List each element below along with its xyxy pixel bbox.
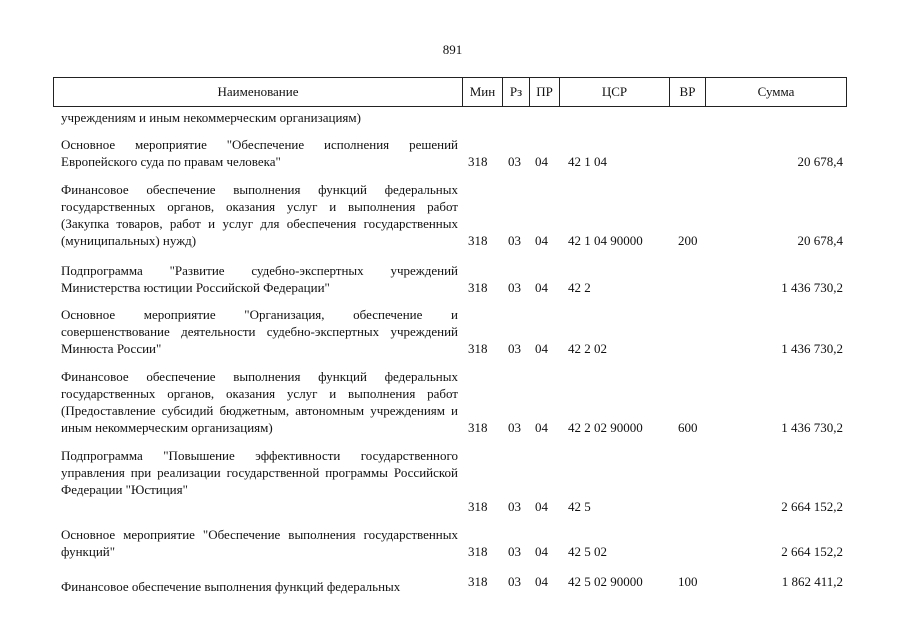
row-name: Подпрограмма "Повышение эффективности государственного управления при реализации государственной программы Российской Федерации "Юстиция"	[61, 448, 458, 497]
page-number: 891	[442, 42, 463, 57]
row-min: 318	[468, 420, 488, 435]
row-pr: 04	[535, 233, 548, 248]
row-vr: 200	[678, 233, 698, 248]
row-min: 318	[468, 280, 488, 295]
row-csr: 42 2 02 90000	[568, 420, 643, 435]
header-sum: Сумма	[705, 78, 846, 106]
row-rz: 03	[508, 341, 521, 356]
row-vr: 100	[678, 574, 698, 589]
row-name: учреждениям и иным некоммерческим организациям)	[61, 110, 361, 125]
row-rz: 03	[508, 574, 521, 589]
table-row	[0, 109, 905, 126]
row-sum: 1 436 730,2	[781, 280, 843, 295]
row-min: 318	[468, 233, 488, 248]
row-csr: 42 1 04	[568, 154, 607, 169]
row-pr: 04	[535, 544, 548, 559]
row-name: Подпрограмма "Развитие судебно-экспертных учреждений Министерства юстиции Российской Федерации"	[61, 263, 458, 295]
row-rz: 03	[508, 154, 521, 169]
header-csr: ЦСР	[559, 78, 669, 106]
header-min: Мин	[462, 78, 502, 106]
row-csr: 42 1 04 90000	[568, 233, 643, 248]
row-csr: 42 5 02 90000	[568, 574, 643, 589]
row-rz: 03	[508, 499, 521, 514]
row-sum: 20 678,4	[797, 154, 843, 169]
row-name: Финансовое обеспечение выполнения функций федеральных государственных органов, оказания услуг и выполнения работ (Закупка товаров, работ и услуг для обеспечения государственных (муниципальных) нужд)	[61, 182, 458, 248]
row-sum: 20 678,4	[797, 233, 843, 248]
row-rz: 03	[508, 420, 521, 435]
row-rz: 03	[508, 280, 521, 295]
row-name: Финансовое обеспечение выполнения функций федеральных	[61, 579, 401, 594]
row-min: 318	[468, 544, 488, 559]
header-vr: ВР	[669, 78, 705, 106]
row-vr: 600	[678, 420, 698, 435]
table-row	[0, 136, 905, 170]
table-row	[0, 447, 905, 515]
row-pr: 04	[535, 574, 548, 589]
header-rz: Рз	[502, 78, 529, 106]
row-pr: 04	[535, 499, 548, 514]
row-sum: 1 862 411,2	[781, 574, 843, 589]
table-row	[0, 526, 905, 560]
row-csr: 42 2 02	[568, 341, 607, 356]
row-csr: 42 5 02	[568, 544, 607, 559]
row-name: Основное мероприятие "Обеспечение исполнения решений Европейского суда по правам человека"	[61, 137, 458, 169]
row-pr: 04	[535, 280, 548, 295]
header-pr: ПР	[529, 78, 559, 106]
table-header	[53, 77, 847, 107]
row-min: 318	[468, 341, 488, 356]
row-csr: 42 5	[568, 499, 591, 514]
row-pr: 04	[535, 420, 548, 435]
row-min: 318	[468, 574, 488, 589]
table-row	[0, 368, 905, 436]
row-rz: 03	[508, 544, 521, 559]
row-name: Финансовое обеспечение выполнения функций федеральных государственных органов, оказания услуг и выполнения работ (Предоставление субсидий бюджетным, автономным учреждениям и иным некоммерческим организациям)	[61, 369, 458, 435]
row-sum: 2 664 152,2	[781, 544, 843, 559]
row-sum: 2 664 152,2	[781, 499, 843, 514]
table-row	[0, 306, 905, 357]
row-name: Основное мероприятие "Обеспечение выполнения государственных функций"	[61, 527, 458, 559]
row-sum: 1 436 730,2	[781, 420, 843, 435]
row-name: Основное мероприятие "Организация, обеспечение и совершенствование деятельности судебно-экспертных учреждений Минюста России"	[61, 307, 458, 356]
row-min: 318	[468, 499, 488, 514]
row-pr: 04	[535, 341, 548, 356]
row-sum: 1 436 730,2	[781, 341, 843, 356]
row-csr: 42 2	[568, 280, 591, 295]
row-rz: 03	[508, 233, 521, 248]
header-name: Наименование	[217, 84, 299, 99]
row-min: 318	[468, 154, 488, 169]
table-row	[0, 573, 905, 594]
row-pr: 04	[535, 154, 548, 169]
table-row	[0, 262, 905, 296]
table-row	[0, 181, 905, 249]
